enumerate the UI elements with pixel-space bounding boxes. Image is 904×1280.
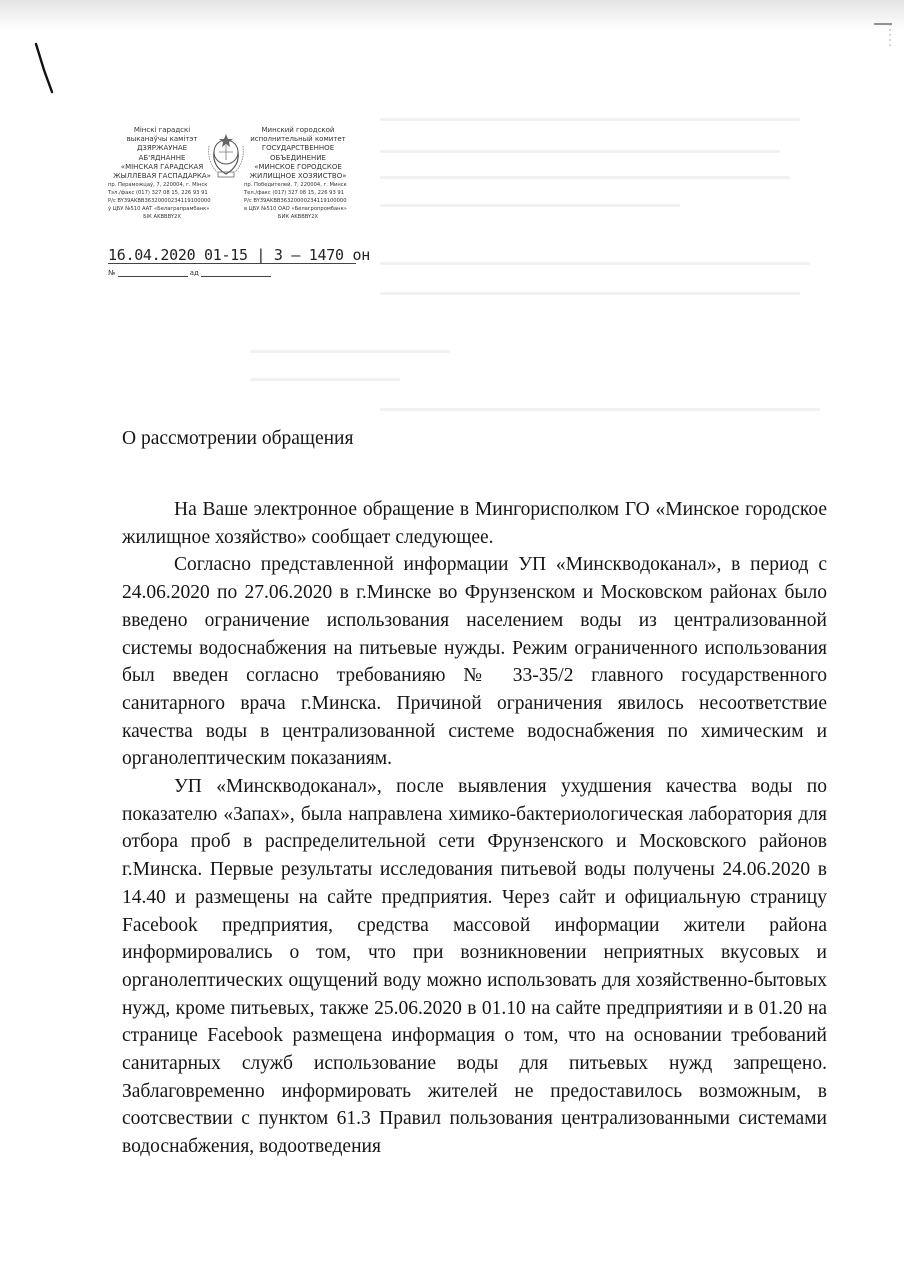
stamp-right-detail: в ЦБУ №510 ОАО «Белагропромбанк» bbox=[244, 206, 347, 213]
bleed-through-line bbox=[380, 118, 800, 121]
registration-underline bbox=[108, 263, 356, 264]
bleed-through-line bbox=[250, 378, 400, 381]
bleed-through-line bbox=[380, 292, 800, 295]
bleed-through-line bbox=[380, 176, 790, 179]
stamp-left-line: АБ'ЯДНАННЕ bbox=[138, 153, 186, 162]
stamp-right-line: ЖИЛИЩНОЕ ХОЗЯЙСТВО» bbox=[249, 172, 347, 181]
registration-number: 16.04.2020 01-15 | 3 – 1470 он bbox=[108, 246, 370, 264]
stamp-left-line: ДЗЯРЖАЎНАЕ bbox=[136, 144, 188, 153]
scan-edge-shadow bbox=[0, 0, 904, 30]
body-paragraph: На Ваше электронное обращение в Мингорисполком ГО «Минское городское жилищное хозяйство» сообщает следующее. bbox=[122, 499, 827, 548]
stamp-left-line: выканаўчы камітэт bbox=[126, 135, 198, 144]
number-blank bbox=[118, 269, 188, 277]
registration-stamp bbox=[108, 126, 370, 284]
from-blank bbox=[201, 269, 271, 277]
bleed-through-line bbox=[250, 350, 450, 353]
bleed-through-line bbox=[380, 150, 780, 153]
stamp-left-line: Мінскі гарадскі bbox=[133, 126, 191, 134]
number-label: № bbox=[108, 269, 116, 277]
stamp-left-detail: Р/с BY39AKBB36320000234119100000 bbox=[108, 198, 211, 205]
stamp-right-column bbox=[244, 126, 352, 221]
letter-body bbox=[122, 496, 827, 1161]
stamp-right-line: Минский городской bbox=[261, 126, 335, 134]
stamp-right-line: ГОСУДАРСТВЕННОЕ bbox=[261, 144, 335, 153]
stamp-right-detail: БИК AKBBBY2X bbox=[277, 214, 319, 221]
stamp-right-detail: Тел./факс (017) 327 08 15, 226 93 91 bbox=[244, 190, 345, 197]
body-paragraph: Согласно представленной информации УП «Минскводоканал», в период с 24.06.2020 по 27.06.2020 в г.Минске во Фрунзенском и Московском районах было введено ограничение использования населением воды из централизованной системы водоснабжения на питьевые нужды. Режим ограниченного использования был введен согласно требованияю № 33-35/2 главного государственного санитарного врача г.Минска. Причиной ограничения явилось несоответствие качества воды в централизованной системе водоснабжения по химическим и органолептическим показаниям. bbox=[122, 554, 827, 770]
from-label: ад bbox=[189, 269, 199, 277]
stamp-right-line: исполнительный комитет bbox=[250, 135, 346, 144]
state-emblem-icon bbox=[203, 132, 249, 180]
bleed-through-line bbox=[380, 262, 810, 265]
stamp-left-line: ЖЫЛЛЁВАЯ ГАСПАДАРКА» bbox=[113, 172, 211, 181]
bleed-through-line bbox=[380, 204, 680, 207]
stamp-left-detail: пр. Пераможцаў, 7, 220004, г. Мінск bbox=[108, 182, 208, 189]
stamp-left-detail: БІК AKBBBY2X bbox=[143, 214, 181, 221]
stamp-number-row bbox=[108, 269, 358, 277]
bleed-through-line bbox=[380, 408, 820, 411]
pen-mark-icon bbox=[30, 40, 60, 100]
corner-scan-mark-icon bbox=[870, 18, 896, 58]
stamp-left-column bbox=[108, 126, 216, 221]
body-paragraph: УП «Минскводоканал», после выявления ухудшения качества воды по показателю «Запах», была направлена химико-бактериологическая лаборатория для отбора проб в распределительной сети Фрунзенского и Московского районов г.Минска. Первые результаты исследования питьевой воды получены 24.06.2020 в 14.40 и размещены на сайте предприятия. Через сайт и официальную страницу Facebook предприятия, средства массовой информации жители района информировались о том, что при возникновении неприятных вкусовых и органолептических ощущений воду можно использовать для хозяйственно-бытовых нужд, кроме питьевых, также 25.06.2020 в 01.10 на сайте предприятияи и в 01.20 на странице Facebook размещена информация о том, что на основании требований санитарных служб использование воды для питьевых нужд запрещено. Заблаговременно информировать жителей не предоставилось возможным, в соотсвествии с пунктом 61.3 Правил пользования централизованными системами водоснабжения, водоотведения bbox=[122, 776, 827, 1158]
stamp-right-line: «МИНСКОЕ ГОРОДСКОЕ bbox=[254, 162, 342, 171]
stamp-right-line: ОБЪЕДИНЕНИЕ bbox=[270, 153, 326, 162]
stamp-left-detail: Тэл./факс (017) 327 08 15, 226 93 91 bbox=[108, 190, 208, 197]
stamp-left-detail: ў ЦБУ №510 ААТ «Белаграпрамбанк» bbox=[108, 206, 210, 213]
registration-entry bbox=[108, 244, 370, 266]
letter-subject: О рассмотрении обращения bbox=[122, 428, 354, 449]
stamp-right-detail: пр. Победителей, 7, 220004, г. Минск bbox=[244, 182, 347, 189]
stamp-left-line: «МІНСКАЯ ГАРАДСКАЯ bbox=[120, 162, 204, 171]
stamp-right-detail: Р/с BY39AKBB36320000234119100000 bbox=[244, 198, 347, 205]
